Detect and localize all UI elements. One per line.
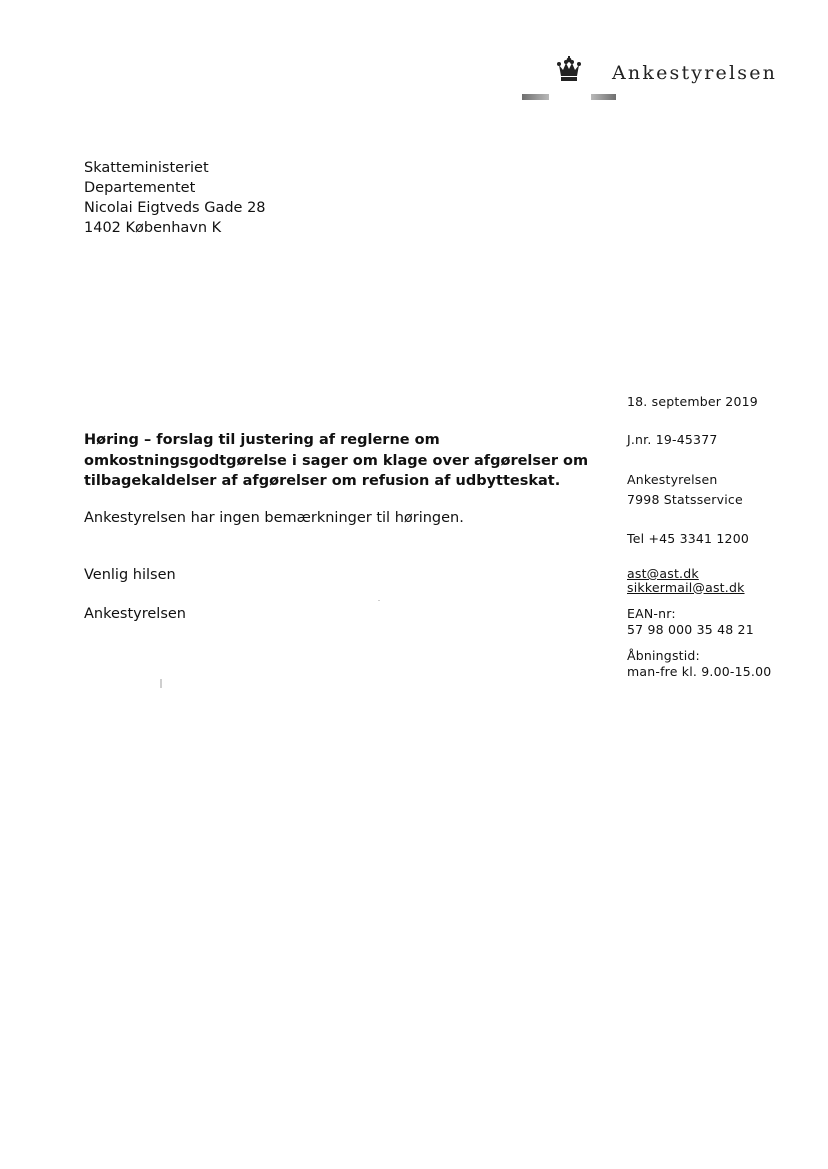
email-block bbox=[627, 566, 745, 595]
crown-icon bbox=[555, 56, 583, 84]
recipient-line: Skatteministeriet bbox=[84, 160, 209, 176]
hours-value: man-fre kl. 9.00-15.00 bbox=[627, 663, 772, 679]
letter-date: 18. september 2019 bbox=[627, 394, 758, 409]
logo-text: Ankestyrelsen bbox=[612, 62, 778, 84]
email-link[interactable]: ast@ast.dk bbox=[627, 566, 699, 581]
ankestyrelsen-logo bbox=[520, 52, 810, 108]
letter-signature: Ankestyrelsen bbox=[84, 606, 186, 622]
telephone: Tel +45 3341 1200 bbox=[627, 531, 749, 546]
ean-value: 57 98 000 35 48 21 bbox=[627, 621, 754, 637]
opening-hours bbox=[627, 648, 771, 679]
sender-postal: 7998 Statsservice bbox=[627, 491, 743, 507]
scan-speck bbox=[378, 600, 380, 601]
ean-label: EAN-nr: bbox=[627, 606, 676, 621]
hours-label: Åbningstid: bbox=[627, 648, 700, 663]
recipient-address bbox=[84, 158, 266, 238]
recipient-line: Nicolai Eigtveds Gade 28 bbox=[84, 200, 266, 216]
subject-line: tilbagekaldelser af afgørelser om refusion af udbytteskat. bbox=[84, 473, 561, 489]
sender-name: Ankestyrelsen bbox=[627, 472, 718, 487]
logo-bar-right bbox=[591, 94, 616, 100]
recipient-line: Departementet bbox=[84, 180, 196, 196]
journal-number: J.nr. 19-45377 bbox=[627, 432, 718, 447]
letter-subject bbox=[84, 430, 589, 492]
recipient-line: 1402 København K bbox=[84, 220, 222, 236]
ean-block bbox=[627, 606, 754, 637]
letter-body: Ankestyrelsen har ingen bemærkninger til høringen. bbox=[84, 510, 464, 526]
letter-closing: Venlig hilsen bbox=[84, 567, 176, 583]
subject-line: Høring – forslag til justering af reglerne om bbox=[84, 432, 440, 448]
logo-bar-left bbox=[522, 94, 549, 100]
sender-address bbox=[627, 472, 743, 507]
subject-line: omkostningsgodtgørelse i sager om klage over afgørelser om bbox=[84, 452, 589, 469]
secure-email-link[interactable]: sikkermail@ast.dk bbox=[627, 579, 745, 595]
scan-speck bbox=[160, 679, 162, 688]
